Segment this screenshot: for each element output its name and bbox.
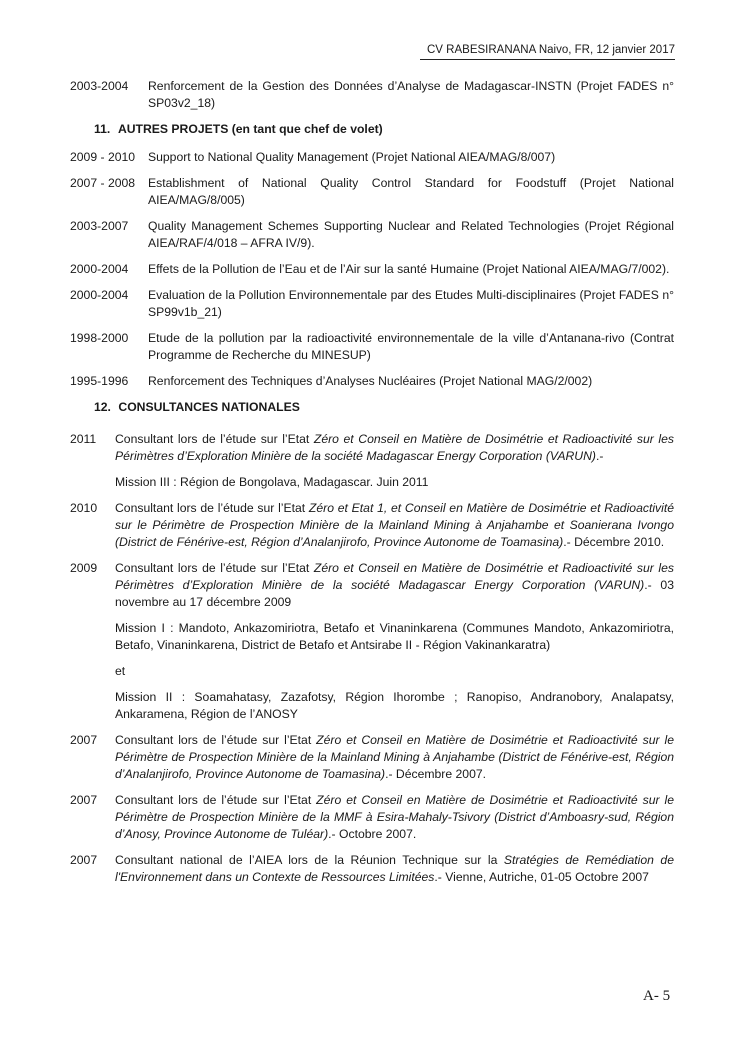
- project-entry: [70, 261, 674, 278]
- desc-italic: Zéro et Conseil en Matière de Dosimétrie et Radioactivité sur les Périmètres d’Exploration Minière de la société Madagascar Energy Corporation (VARUN): [115, 432, 675, 463]
- consultancy-entry: [70, 792, 674, 843]
- desc-lead: Consultant lors de l’étude sur l’Etat: [115, 501, 309, 515]
- consultancy-year: 2007: [70, 853, 98, 867]
- conjunction: et: [115, 664, 126, 678]
- entry-description: Renforcement de la Gestion des Données d’Analyse de Madagascar-INSTN (Projet FADES n° SP03v2_18): [148, 79, 674, 110]
- consultancy-description: [115, 852, 674, 886]
- desc-tail: .- Décembre 2007.: [385, 767, 487, 781]
- mission-detail: Mission II : Soamahatasy, Zazafotsy, Région Ihorombe ; Ranopiso, Andranobory, Analapatsy, Ankaramena, Région de l’ANOSY: [115, 690, 674, 721]
- project-entry: [70, 287, 674, 321]
- desc-italic: Zéro et Etat 1, et Conseil en Matière de Dosimétrie et Radioactivité sur le Périmètre de Prospection Minière de la Mainland Mining à Anjahambe et Soanierana Ivongo (District de Fénérive-est, Région d’Analanjirofo, Province Autonome de Toamasina): [115, 501, 675, 549]
- desc-tail: .- 03 novembre au 17 décembre 2009: [115, 578, 674, 609]
- project-entry: [70, 218, 674, 252]
- entry-date: 1995-1996: [70, 374, 129, 388]
- section-number: 11.: [94, 122, 111, 136]
- entry-date: 2000-2004: [70, 262, 129, 276]
- consultancy-body: [115, 500, 674, 551]
- entry-description: Renforcement des Techniques d’Analyses Nucléaires (Projet National MAG/2/002): [148, 374, 593, 388]
- desc-italic: Zéro et Conseil en Matière de Dosimétrie et Radioactivité sur le Périmètre de Prospection Minière de la MMF à Esira-Mahaly-Tsivory (District d’Amboasry-sud, Région d’Anosy, Province Autonome de Tuléar): [115, 793, 675, 841]
- consultancy-entry: [70, 500, 674, 551]
- consultancy-description: [115, 792, 674, 843]
- desc-tail: .-: [595, 449, 604, 463]
- entry-description: Etude de la pollution par la radioactivité environnementale de la ville d’Antanana-rivo (Contrat Programme de Recherche du MINESUP): [148, 331, 674, 362]
- entry-date: 2007 - 2008: [70, 176, 136, 190]
- consultancy-year: 2007: [70, 733, 98, 747]
- consultancy-body: [115, 792, 674, 843]
- desc-lead: Consultant lors de l’étude sur l’Etat: [115, 432, 314, 446]
- consultancy-description: [115, 732, 674, 783]
- desc-lead: Consultant lors de l’étude sur l’Etat: [115, 793, 317, 807]
- project-entry: [70, 330, 674, 364]
- entry-description: Quality Management Schemes Supporting Nuclear and Related Technologies (Projet Régional AIEA/RAF/4/018 – AFRA IV/9).: [148, 219, 674, 250]
- entry-date: 2000-2004: [70, 288, 129, 302]
- consultancy-entry: [70, 852, 674, 886]
- desc-tail: .- Octobre 2007.: [328, 827, 417, 841]
- section-title: CONSULTANCES NATIONALES: [118, 400, 300, 414]
- project-entry: [70, 78, 674, 112]
- consultancy-year: 2010: [70, 501, 98, 515]
- section-heading-11: [94, 121, 674, 138]
- section-title: AUTRES PROJETS (en tant que chef de volet): [117, 122, 383, 136]
- project-entry: [70, 149, 674, 166]
- consultancy-year: 2007: [70, 793, 98, 807]
- entry-date: 2003-2004: [70, 79, 129, 93]
- desc-tail: .- Vienne, Autriche, 01-05 Octobre 2007: [434, 870, 649, 884]
- desc-italic: Zéro et Conseil en Matière de Dosimétrie et Radioactivité sur les Périmètres d’Exploration Minière de la société Madagascar Energy Corporation (VARUN): [115, 561, 675, 592]
- mission-detail: Mission III : Région de Bongolava, Madagascar. Juin 2011: [115, 475, 429, 489]
- desc-italic: Stratégies de Remédiation de l'Environnement dans un Contexte de Ressources Limitées: [115, 853, 674, 884]
- section-heading-12: [94, 399, 674, 416]
- entry-description: Effets de la Pollution de l’Eau et de l’Air sur la santé Humaine (Projet National AIEA/MAG/7/002).: [148, 262, 670, 276]
- project-entry: [70, 373, 674, 390]
- entry-date: 2009 - 2010: [70, 150, 136, 164]
- section-number: 12.: [94, 400, 111, 414]
- entry-date: 1998-2000: [70, 331, 129, 345]
- desc-italic: Zéro et Conseil en Matière de Dosimétrie et Radioactivité sur le Périmètre de Prospection Minière de la Mainland Mining à Anjahambe (District de Fénérive-est, Région d’Analanjirofo, Province Autonome de Toamasina): [115, 733, 675, 781]
- desc-lead: Consultant national de l’AIEA lors de la Réunion Technique sur la: [115, 853, 504, 867]
- consultancy-description: [115, 431, 674, 465]
- consultancy-body: [115, 852, 674, 886]
- document-content: [70, 78, 674, 895]
- consultancy-entry: [70, 732, 674, 783]
- entry-description: Evaluation de la Pollution Environnementale par des Etudes Multi-disciplinaires (Projet FADES n° SP99v1b_21): [148, 288, 674, 319]
- entry-description: Support to National Quality Management (Projet National AIEA/MAG/8/007): [148, 150, 556, 164]
- consultancy-description: [115, 560, 674, 611]
- consultancy-year: 2011: [70, 432, 97, 446]
- consultancy-entry: [70, 431, 674, 491]
- desc-tail: .- Décembre 2010.: [563, 535, 665, 549]
- entry-date: 2003-2007: [70, 219, 129, 233]
- mission-detail: Mission I : Mandoto, Ankazomiriotra, Betafo et Vinaninkarena (Communes Mandoto, Ankazomiriotra, Betafo, Vinaninkarena, District de Betafo et Antsirabe II - Région Vakinankaratra): [115, 621, 674, 652]
- project-entry: [70, 175, 674, 209]
- desc-lead: Consultant lors de l’étude sur l’Etat: [115, 733, 317, 747]
- consultancy-entry: [70, 560, 674, 723]
- desc-lead: Consultant lors de l’étude sur l’Etat: [115, 561, 314, 575]
- running-header: CV RABESIRANANA Naivo, FR, 12 janvier 2017: [420, 44, 675, 60]
- entry-description: Establishment of National Quality Control Standard for Foodstuff (Projet National AIEA/MAG/8/005): [148, 176, 674, 207]
- consultancy-body: [115, 560, 674, 723]
- consultancy-body: [115, 431, 674, 491]
- consultancy-body: [115, 732, 674, 783]
- consultancy-year: 2009: [70, 561, 98, 575]
- consultancy-description: [115, 500, 674, 551]
- page-number: A- 5: [643, 988, 671, 1004]
